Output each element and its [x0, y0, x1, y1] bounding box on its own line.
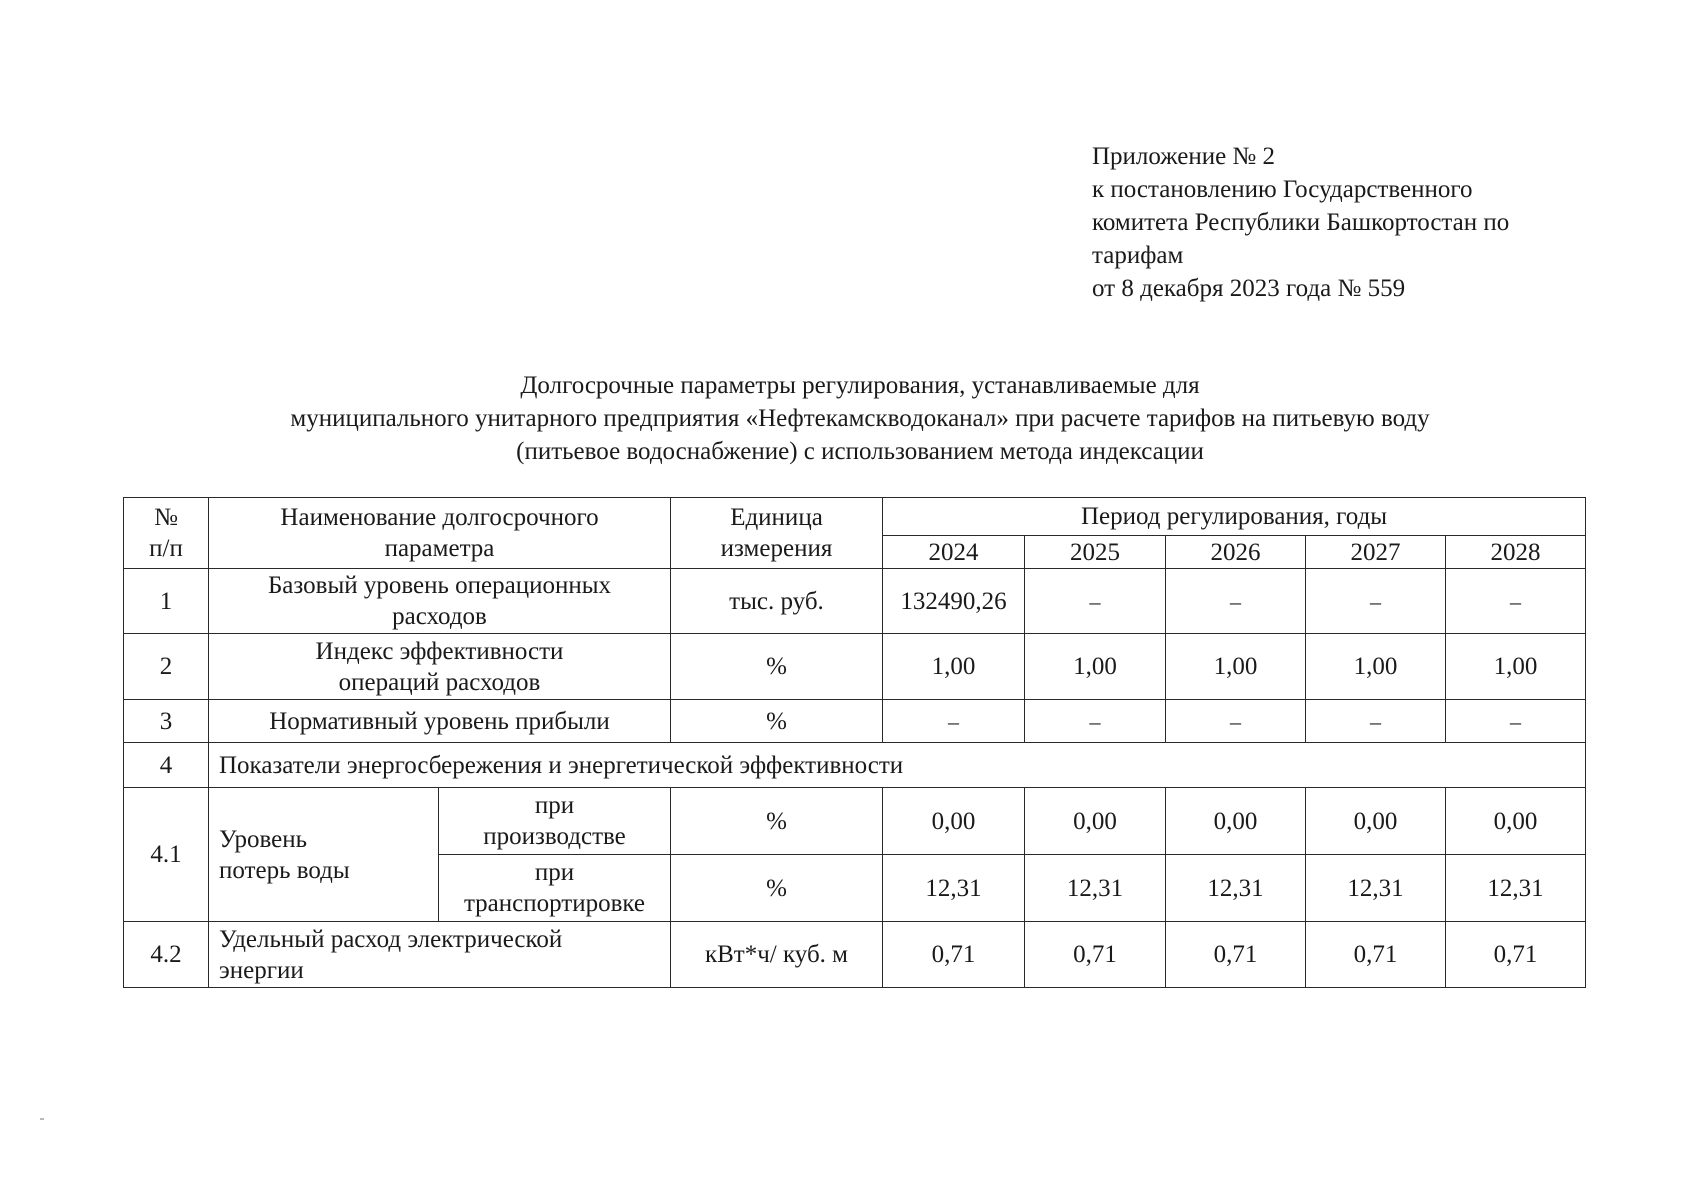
row-value: 0,00 — [1306, 788, 1446, 855]
table-row — [124, 743, 1586, 788]
row-value: 1,00 — [1446, 634, 1586, 700]
row-value: 0,71 — [1306, 922, 1446, 988]
title-line: Долгосрочные параметры регулирования, устанавливаемые для — [520, 372, 1200, 399]
table-row — [124, 634, 1586, 700]
header-year: 2026 — [1166, 536, 1306, 569]
header-name-text: Наименование долгосрочного параметра — [280, 504, 599, 562]
row-value: 0,00 — [1446, 788, 1586, 855]
row-value: – — [1166, 700, 1306, 743]
row-value: 0,00 — [883, 788, 1025, 855]
row-value: 12,31 — [1166, 855, 1306, 922]
row-value: 12,31 — [883, 855, 1025, 922]
row-value: 12,31 — [1306, 855, 1446, 922]
row-num: 4 — [124, 743, 209, 788]
row-value: 1,00 — [1166, 634, 1306, 700]
row-value: 0,00 — [1025, 788, 1166, 855]
row-num: 3 — [124, 700, 209, 743]
row-name-text: Удельный расход электрической энергии — [219, 925, 563, 984]
table-row — [124, 569, 1586, 634]
row-name — [209, 788, 439, 922]
row-num: 4.2 — [124, 922, 209, 988]
document-title — [120, 369, 1600, 468]
header-year: 2024 — [883, 536, 1025, 569]
row-value: – — [1446, 700, 1586, 743]
row-num: 1 — [124, 569, 209, 634]
table-row — [124, 700, 1586, 743]
row-subname — [439, 788, 671, 855]
row-value: – — [1025, 700, 1166, 743]
table-row — [124, 788, 1586, 855]
row-value: – — [1025, 569, 1166, 634]
row-name — [209, 634, 671, 700]
header-year: 2027 — [1306, 536, 1446, 569]
appendix-line: тарифам — [1092, 242, 1184, 269]
row-value: 12,31 — [1025, 855, 1166, 922]
row-unit: тыс. руб. — [671, 569, 883, 634]
row-unit: % — [671, 855, 883, 922]
table-row — [124, 922, 1586, 988]
row-value: 0,71 — [883, 922, 1025, 988]
row-value: 0,71 — [1025, 922, 1166, 988]
row-name-text: Индекс эффективности операций расходов — [315, 637, 564, 696]
parameters-table — [123, 497, 1586, 988]
header-name — [209, 498, 671, 569]
scan-speck — [40, 1118, 44, 1120]
row-value: – — [1306, 700, 1446, 743]
row-name — [209, 569, 671, 634]
row-value: 1,00 — [1025, 634, 1166, 700]
header-num — [124, 498, 209, 569]
row-unit: % — [671, 700, 883, 743]
row-section-name: Показатели энергосбережения и энергетической эффективности — [209, 743, 1586, 788]
row-value: – — [1306, 569, 1446, 634]
header-num-text: № п/п — [149, 504, 183, 562]
row-unit: % — [671, 788, 883, 855]
row-value: – — [1166, 569, 1306, 634]
row-value: – — [883, 700, 1025, 743]
row-num: 2 — [124, 634, 209, 700]
row-value: 0,71 — [1166, 922, 1306, 988]
appendix-line: от 8 декабря 2023 года № 559 — [1092, 275, 1406, 302]
appendix-line: комитета Республики Башкортостан по — [1092, 209, 1510, 236]
title-line: (питьевое водоснабжение) с использованием метода индексации — [516, 438, 1204, 465]
row-name: Нормативный уровень прибыли — [209, 700, 671, 743]
appendix-line: Приложение № 2 — [1092, 143, 1276, 170]
row-value: 1,00 — [883, 634, 1025, 700]
header-year: 2028 — [1446, 536, 1586, 569]
appendix-header — [1092, 140, 1612, 305]
row-name-text: Уровень потерь воды — [219, 825, 350, 884]
row-subname-text: при транспортировке — [463, 859, 646, 917]
row-name-text: Базовый уровень операционных расходов — [267, 572, 612, 630]
appendix-line: к постановлению Государственного — [1092, 176, 1473, 203]
row-subname — [439, 855, 671, 922]
row-subname-text: при производстве — [483, 792, 626, 850]
title-line: муниципального унитарного предприятия «Нефтекамскводоканал» при расчете тарифов на питьевую воду — [290, 405, 1430, 432]
row-value: 1,00 — [1306, 634, 1446, 700]
table-header-row — [124, 498, 1586, 536]
header-period: Период регулирования, годы — [883, 498, 1586, 536]
row-value: – — [1446, 569, 1586, 634]
header-year: 2025 — [1025, 536, 1166, 569]
row-value: 12,31 — [1446, 855, 1586, 922]
row-value: 0,71 — [1446, 922, 1586, 988]
header-unit — [671, 498, 883, 569]
row-unit: кВт*ч/ куб. м — [671, 922, 883, 988]
row-unit: % — [671, 634, 883, 700]
row-num: 4.1 — [124, 788, 209, 922]
row-name — [209, 922, 671, 988]
row-value: 132490,26 — [883, 569, 1025, 634]
header-unit-text: Единица измерения — [720, 504, 833, 562]
row-value: 0,00 — [1166, 788, 1306, 855]
